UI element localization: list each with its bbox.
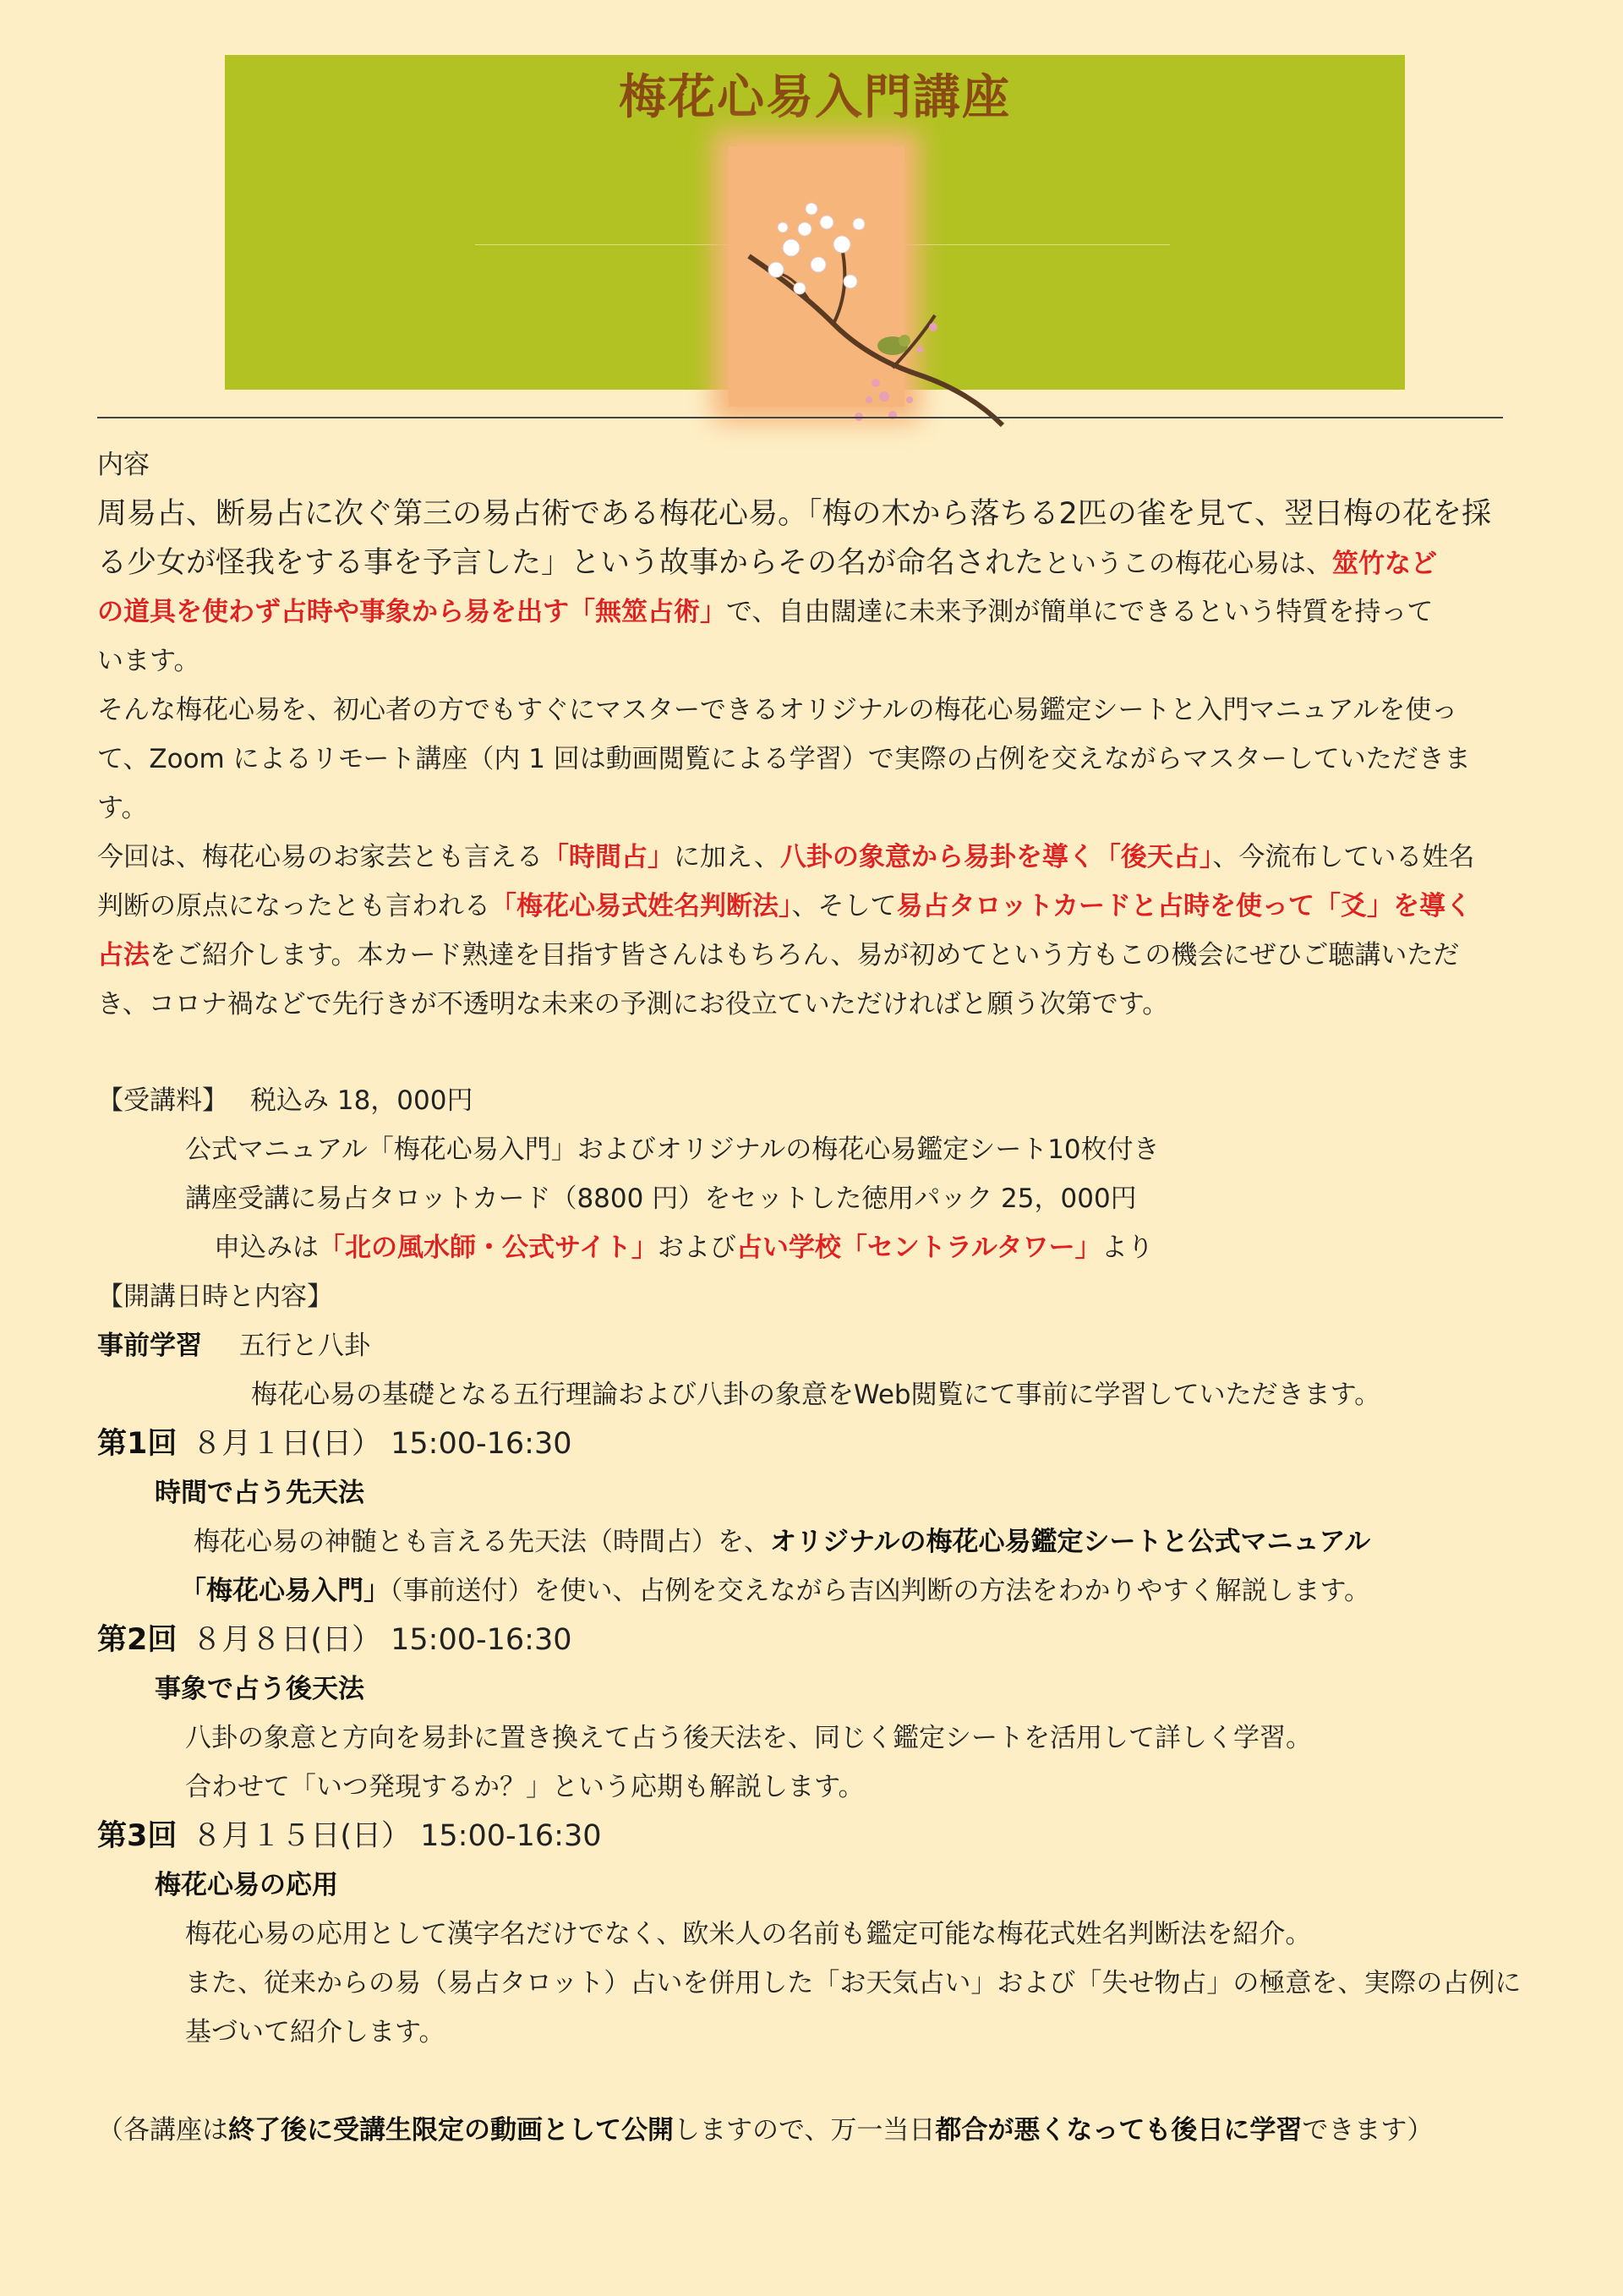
footer-note: （各講座は終了後に受講生限定の動画として公開しますので、万一当日都合が悪くなっても後日に学習できます） (97, 2115, 1434, 2146)
session-3-desc: また、従来からの易（易占タロット）占いを併用した「お天気占い」および「失せ物占」の極意を、実際の占例に (185, 1968, 1522, 1998)
body-text: き、コロナ禍などで先行きが不透明な未来の予測にお役立ていただければと願う次第です。 (97, 989, 1169, 1020)
session-2-desc: 八卦の象意と方向を易卦に置き換えて占う後天法を、同じく鑑定シートを活用して詳しく学習。 (185, 1723, 1312, 1753)
session-2-desc: 合わせて「いつ発現するか？」という応期も解説します。 (185, 1772, 865, 1802)
session-1-title: 時間で占う先天法 (155, 1478, 364, 1508)
session-1-heading: 第1回 ８月１日(日） 15:00-16:30 (97, 1427, 572, 1461)
body-text: 判断の原点になったとも言われる「梅花心易式姓名判断法」、そして易占タロットカードと占時を使って「爻」を導く (97, 891, 1472, 921)
fee-note: 講座受講に易占タロットカード（8800 円）をセットした徳用パック 25，000円 (185, 1184, 1137, 1214)
body-text: て、Zoom によるリモート講座（内 1 回は動画閲覧による学習）で実際の占例を交えながらマスターしていただきま (97, 744, 1471, 774)
pre-study-desc: 梅花心易の基礎となる五行理論および八卦の象意をWeb閲覧にて事前に学習していただきます。 (251, 1380, 1381, 1410)
body-text: います。 (97, 646, 200, 676)
session-2-title: 事象で占う後天法 (155, 1674, 364, 1704)
header-banner (225, 55, 1405, 390)
fee-note: 公式マニュアル「梅花心易入門」およびオリジナルの梅花心易鑑定シート10枚付き (185, 1134, 1160, 1165)
session-3-heading: 第3回 ８月１５日(日） 15:00-16:30 (97, 1819, 602, 1853)
pre-study: 事前学習 五行と八卦 (97, 1331, 370, 1361)
section-heading: 内容 (97, 450, 150, 480)
fee-heading: 【受講料】 税込み 18，000円 (97, 1085, 473, 1116)
body-text: る少女が怪我をする事を予言した」という故事からその名が命名されたというこの梅花心易は、筮竹など (97, 546, 1438, 580)
body-text: 占法をご紹介します。本カード熟達を目指す皆さんはもちろん、易が初めてという方もこの機会にぜひご聴講いただ (97, 940, 1460, 970)
body-text: そんな梅花心易を、初心者の方でもすぐにマスターできるオリジナルの梅花心易鑑定シートと入門マニュアルを使っ (97, 695, 1458, 725)
school-link[interactable]: 占い学校「セントラルタワー」 (735, 1233, 1101, 1263)
session-3-title: 梅花心易の応用 (155, 1870, 338, 1900)
session-2-heading: 第2回 ８月８日(日） 15:00-16:30 (97, 1623, 572, 1657)
body-text: の道具を使わず占時や事象から易を出す「無筮占術」で、自由闊達に未来予測が簡単にできるという特質を持って (97, 597, 1434, 627)
page-title: 梅花心易入門講座 (619, 70, 1011, 125)
body-text: 今回は、梅花心易のお家芸とも言える「時間占」に加え、八卦の象意から易卦を導く「後天占」、今流布している姓名 (97, 842, 1475, 872)
site-link[interactable]: 「北の風水師・公式サイト」 (319, 1233, 658, 1263)
session-1-desc: 「梅花心易入門」（事前送付）を使い、占例を交えながら吉凶判断の方法をわかりやすく解説します。 (180, 1576, 1371, 1606)
session-3-desc: 基づいて紹介します。 (185, 2017, 445, 2047)
section-divider (97, 417, 1503, 418)
body-text: 周易占、断易占に次ぐ第三の易占術である梅花心易。「梅の木から落ちる2匹の雀を見て、翌日梅の花を採 (97, 497, 1492, 531)
schedule-heading: 【開講日時と内容】 (97, 1282, 333, 1312)
session-3-desc: 梅花心易の応用として漢字名だけでなく、欧米人の名前も鑑定可能な梅花式姓名判断法を紹介。 (185, 1919, 1312, 1949)
body-text: す。 (97, 793, 148, 823)
apply-info: 申込みは「北の風水師・公式サイト」および占い学校「セントラルタワー」より (214, 1233, 1154, 1263)
session-1-desc: 梅花心易の神髄とも言える先天法（時間占）を、オリジナルの梅花心易鑑定シートと公式マニュアル (194, 1527, 1371, 1557)
plum-blossom-illustration (724, 146, 1126, 552)
